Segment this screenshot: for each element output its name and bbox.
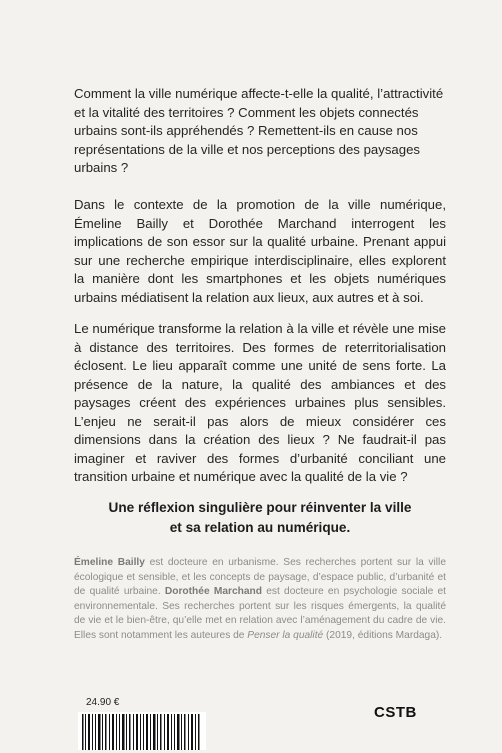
barcode-image — [78, 712, 206, 750]
author-bio — [74, 556, 446, 644]
context-paragraph: Dans le contexte de la promotion de la ville numérique, Émeline Bailly et Dorothée Marchand interrogent les implications de son essor sur la qualité urbaine. Prenant appui sur une recherche empirique interdisciplinaire, elles explorent la manière dont les smartphones et les objets numériques urbains médiatisent la relation aux lieux, aux autres et à soi. — [74, 197, 446, 305]
tagline-line-2: et sa relation au numérique. — [169, 520, 351, 535]
intro-paragraph: Comment la ville numérique affecte-t-elle la qualité, l’attractivité et la vitalité des territoires ? Comment les objets connectés urbains sont-ils appréhendés ? Remettent-ils en cause nos représentations de la ville et nos perceptions des paysages urbains ? — [74, 86, 444, 175]
price-label: 24.90 € — [86, 697, 120, 708]
tagline-line-1: Une réflexion singulière pour réinventer la ville — [108, 500, 412, 515]
book-title: Penser la qualité — [247, 629, 324, 641]
author-bio-text-1: est docteure en urbanisme. Ses recherches portent sur la ville écologique et sensible, et les concepts de paysage, d’espace public, d’urbanité et de qualité urbaine. — [74, 557, 446, 598]
publisher-logo: CSTB — [374, 704, 417, 721]
analysis-paragraph: Le numérique transforme la relation à la ville et révèle une mise à distance des territoires. Des formes de reterritorialisation éclosent. Le lieu apparaît comme une unité de sens forte. La présence de la nature, la qualité des ambiances et des paysages créent des expériences urbaines plus sensibles. L’enjeu ne serait-il pas alors de mieux considérer ces dimensions dans la création des lieux ? Ne faudrait-il pas imaginer et raviver des formes d’urbanité conciliant une transition urbaine et numérique avec la qualité de la vie ? — [74, 321, 446, 484]
barcode-graphic — [78, 712, 206, 750]
author-name-1: Émeline Bailly — [74, 557, 145, 568]
author-name-2: Dorothée Marchand — [164, 586, 262, 598]
author-bio-text-3: (2019, éditions Mardaga). — [323, 629, 443, 641]
tagline — [60, 498, 460, 538]
author-bio-text-2: est docteure en psychologie sociale et environnementale. Ses recherches portent sur les risques émergents, la qualité de vie et le bien-être, qu’elle met en relation avec l’aménagement du cadre de vie. Elles sont notamment les auteures de — [74, 586, 446, 641]
